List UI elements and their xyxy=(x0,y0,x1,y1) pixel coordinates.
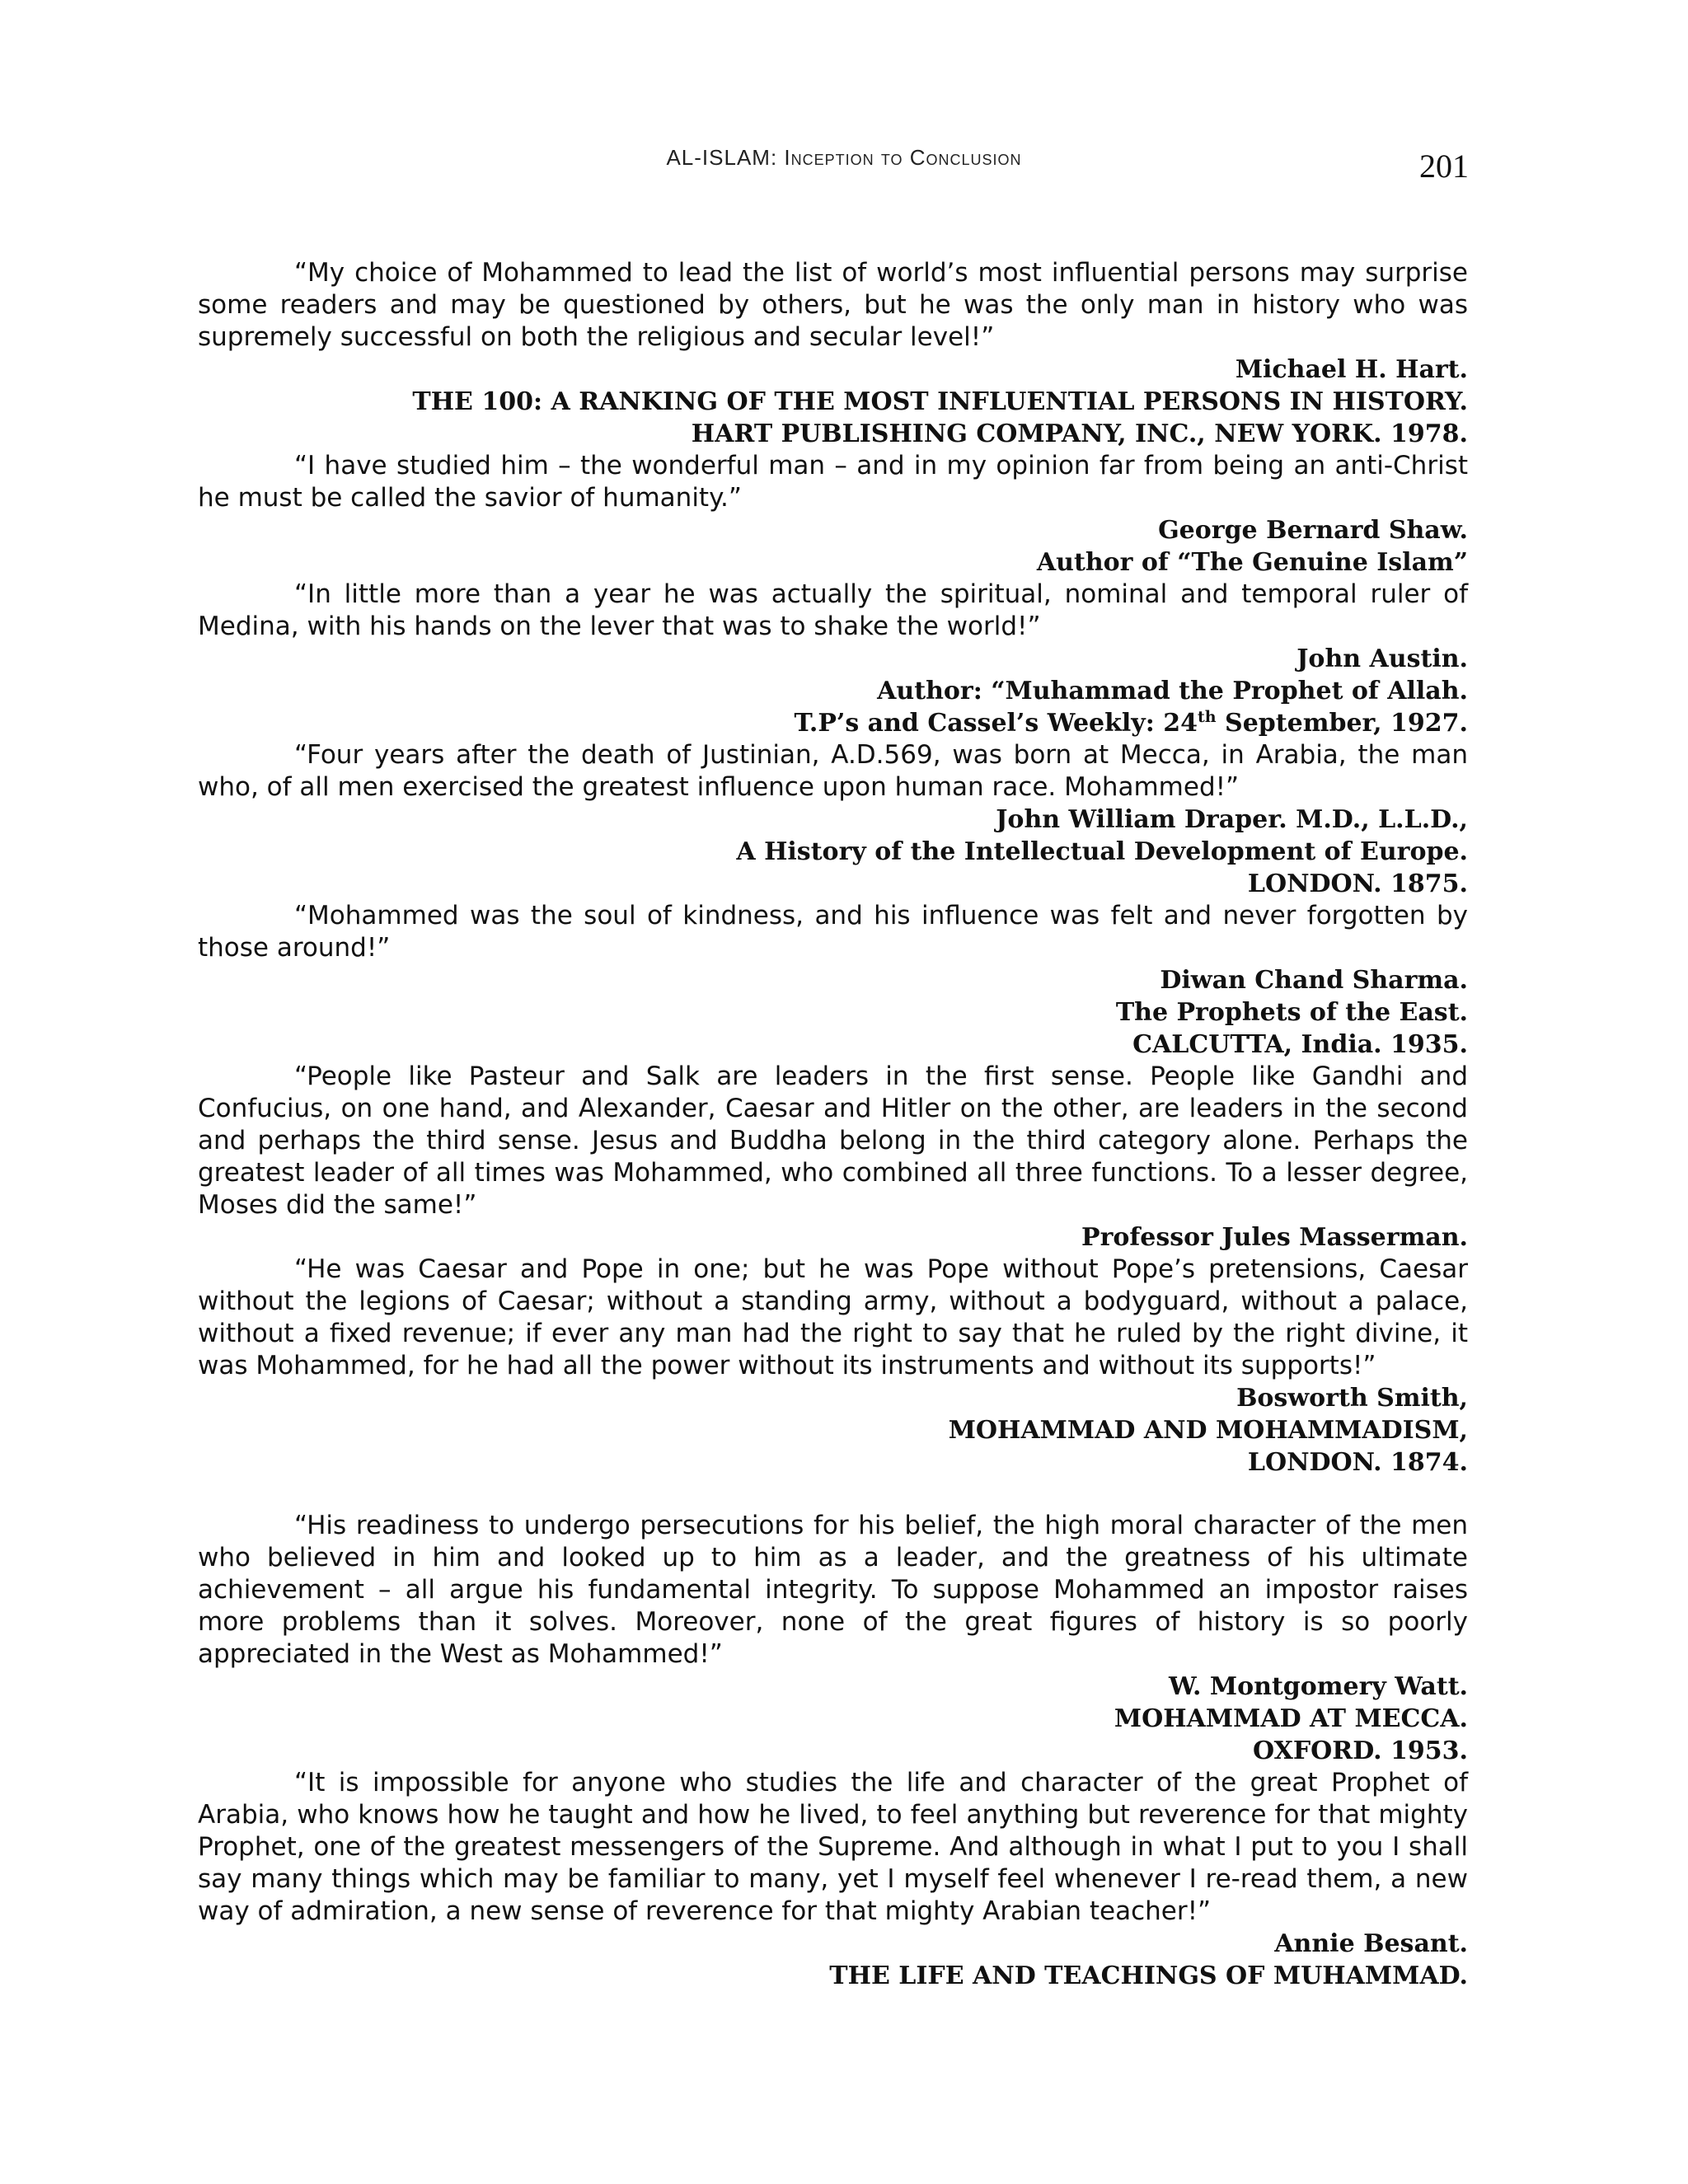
cite-work: A History of the Intellectual Development of Europe. xyxy=(736,837,1468,866)
cite-publisher: LONDON. 1875. xyxy=(1247,869,1468,898)
cite-work: MOHAMMAD AND MOHAMMADISM, xyxy=(948,1416,1468,1445)
cite-author: John William Draper. M.D., L.L.D., xyxy=(996,805,1468,834)
cite-author: Michael H. Hart. xyxy=(1235,355,1468,384)
quote-draper: “Four years after the death of Justinian, A.D.569, was born at Mecca, in Arabia, the man who, of all men exercised the greatest influence upon human race. Mohammed!” xyxy=(198,740,1468,802)
cite-publisher-part: T.P’s and Cassel’s Weekly: 24 xyxy=(794,709,1198,738)
cite-author: John Austin. xyxy=(1296,644,1468,673)
cite-work: The Prophets of the East. xyxy=(1115,998,1468,1027)
cite-publisher xyxy=(198,707,1468,739)
cite-author: Annie Besant. xyxy=(1274,1929,1468,1958)
cite-author: Diwan Chand Sharma. xyxy=(1160,966,1468,995)
running-header-title: AL-ISLAM: Inception to Conclusion xyxy=(666,145,1022,170)
cite-publisher: CALCUTTA, India. 1935. xyxy=(1132,1030,1468,1059)
quote-hart: “My choice of Mohammed to lead the list of world’s most influential persons may surprise some readers and may be questioned by others, but he was the only man in history who was supremely successful on both the religious and secular level!” xyxy=(198,258,1468,352)
quote-masserman: “People like Pasteur and Salk are leaders in the first sense. People like Gandhi and Confucius, on one hand, and Alexander, Caesar and Hitler on the other, are leaders in the second and perhaps the third sense. Jesus and Buddha belong in the third category alone. Perhaps the greatest leader of all times was Mohammed, who combined all three functions. To a lesser degree, Moses did the same!” xyxy=(198,1062,1468,1220)
quote-austin: “In little more than a year he was actually the spiritual, nominal and temporal ruler of Medina, with his hands on the lever that was to shake the world!” xyxy=(198,579,1468,641)
cite-author: W. Montgomery Watt. xyxy=(1169,1672,1468,1701)
cite-author: George Bernard Shaw. xyxy=(1158,516,1468,545)
quote-besant: “It is impossible for anyone who studies the life and character of the great Prophet of Arabia, who knows how he taught and how he lived, to feel anything but reverence for that mighty Prophet, one of the greatest messengers of the Supreme. And although in what I put to you I shall say many things which may be familiar to many, yet I myself feel whenever I re-read them, a new way of admiration, a new sense of reverence for that mighty Arabian teacher!” xyxy=(198,1768,1468,1926)
page-body xyxy=(198,257,1468,1992)
cite-work: MOHAMMAD AT MECCA. xyxy=(1114,1704,1468,1733)
quote-sharma: “Mohammed was the soul of kindness, and his influence was felt and never forgotten by those around!” xyxy=(198,901,1468,963)
page-number: 201 xyxy=(1419,148,1469,185)
cite-author: Bosworth Smith, xyxy=(1236,1384,1468,1413)
ordinal-suffix: th xyxy=(1198,708,1217,726)
quote-shaw: “I have studied him – the wonderful man – and in my opinion far from being an anti-Christ he must be called the savior of humanity.” xyxy=(198,451,1468,513)
cite-publisher: OXFORD. 1953. xyxy=(1252,1736,1468,1765)
section-spacer xyxy=(198,1479,1468,1510)
cite-work: THE LIFE AND TEACHINGS OF MUHAMMAD. xyxy=(829,1961,1468,1990)
cite-work: THE 100: A RANKING OF THE MOST INFLUENTIAL PERSONS IN HISTORY. xyxy=(412,387,1468,416)
cite-publisher: LONDON. 1874. xyxy=(1247,1448,1468,1477)
cite-work: Author of “The Genuine Islam” xyxy=(1036,548,1468,577)
cite-publisher: HART PUBLISHING COMPANY, INC., NEW YORK. 1978. xyxy=(691,419,1468,448)
cite-publisher-date: September, 1927. xyxy=(1216,709,1468,738)
quote-smith: “He was Caesar and Pope in one; but he was Pope without Pope’s pretensions, Caesar without the legions of Caesar; without a standing army, without a bodyguard, without a palace, without a fixed revenue; if ever any man had the right to say that he ruled by the right divine, it was Mohammed, for he had all the power without its instruments and without its supports!” xyxy=(198,1254,1468,1380)
quote-watt: “His readiness to undergo persecutions for his belief, the high moral character of the men who believed in him and looked up to him as a leader, and the greatness of his ultimate achievement – all argue his fundamental integrity. To suppose Mohammed an impostor raises more problems than it solves. Moreover, none of the great figures of history is so poorly appreciated in the West as Mohammed!” xyxy=(198,1511,1468,1669)
cite-work: Author: “Muhammad the Prophet of Allah. xyxy=(877,677,1468,705)
cite-author: Professor Jules Masserman. xyxy=(1081,1223,1468,1252)
